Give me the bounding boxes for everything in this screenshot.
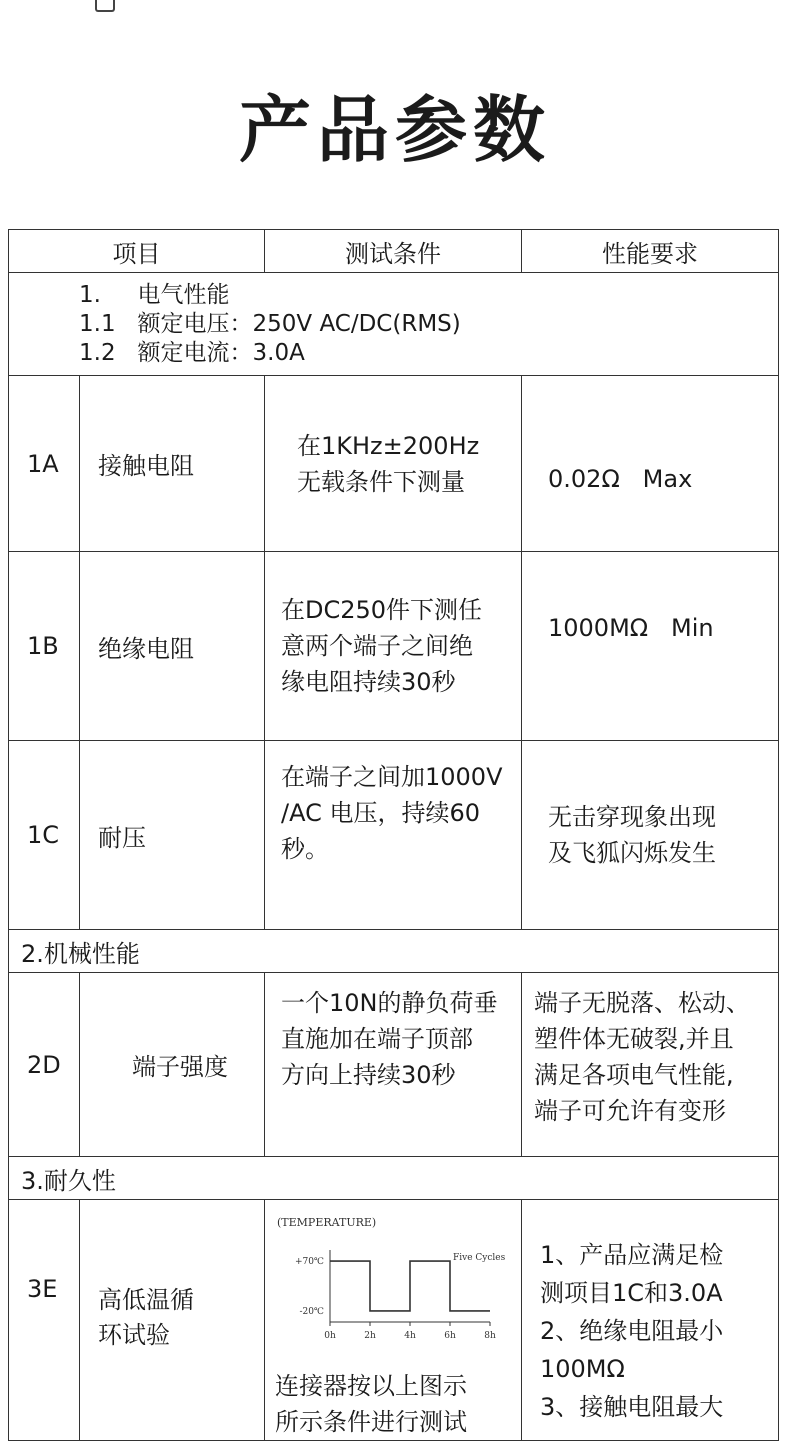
row-requirement [522,552,779,741]
section3-cell: 3.耐久性 [9,1157,779,1200]
section1-line-voltage: 1.1 额定电压：250V AC/DC(RMS) [79,310,461,337]
x-tick-label: 4h [404,1331,416,1341]
row-item: 接触电阻 [80,376,265,552]
row-condition [265,1200,522,1441]
row-requirement-text: 无击穿现象出现 及飞狐闪烁发生 [548,803,716,867]
x-tick-label: 8h [484,1331,496,1341]
row-requirement [522,741,779,930]
table-row [9,552,779,741]
row-requirement-text: 端子无脱落、松动、 塑件体无破裂,并且 满足各项电气性能, 端子可允许有变形 [534,989,750,1125]
x-tick-label: 0h [324,1331,336,1341]
row-condition-text: 一个10N的静负荷垂 直施加在端子顶部 方向上持续30秒 [281,989,498,1089]
row-item [80,1200,265,1441]
temperature-series-line [330,1261,490,1311]
row-condition [265,552,522,741]
y-tick-label: -20℃ [299,1306,324,1317]
header-requirement: 性能要求 [522,230,779,273]
section2-row [9,930,779,973]
spec-table [8,229,779,1441]
table-row [9,1200,779,1441]
row-condition-text: 在DC250件下测任 意两个端子之间绝 缘电阻持续30秒 [281,596,483,696]
row-item-text: 高低温循 环试验 [98,1286,194,1349]
header-row [9,230,779,273]
page-title: 产品参数 [238,88,551,172]
row-requirement [522,973,779,1157]
row-code: 1C [9,741,80,930]
temperature-chart-svg [275,1210,515,1350]
row-item: 耐压 [80,741,265,930]
section1-row [9,273,779,376]
row-condition-text: 连接器按以上图示 所示条件进行测试 [275,1372,467,1436]
row-requirement [522,376,779,552]
section1-cell [9,273,779,376]
row-code: 2D [9,973,80,1157]
y-tick-label: +70℃ [294,1257,324,1268]
section1-line-current: 1.2 额定电流：3.0A [79,339,305,366]
row-condition-text: 在1KHz±200Hz 无载条件下测量 [297,431,480,496]
row-condition [265,973,522,1157]
header-item: 项目 [9,230,265,273]
row-code: 3E [9,1200,80,1441]
top-fragment-icon [95,0,115,12]
row-condition-text: 在端子之间加1000V /AC 电压，持续60 秒。 [281,763,503,863]
row-condition [265,376,522,552]
header-condition: 测试条件 [265,230,522,273]
row-requirement-text: 0.02Ω Max [548,464,693,493]
table-row [9,376,779,552]
chart-title: (TEMPERATURE) [277,1216,377,1229]
section1-line-electrical: 1. 电气性能 [79,281,230,308]
section3-row [9,1157,779,1200]
row-condition [265,741,522,930]
x-tick-label: 2h [364,1331,376,1341]
row-code: 1B [9,552,80,741]
row-item: 绝缘电阻 [80,552,265,741]
row-requirement-text: 1、产品应满足检 测项目1C和3.0A 2、绝缘电阻最小 100MΩ 3、接触电阻最大 [540,1241,724,1421]
section2-cell: 2.机械性能 [9,930,779,973]
table-row [9,741,779,930]
row-code: 1A [9,376,80,552]
row-requirement [522,1200,779,1441]
x-tick-label: 6h [444,1331,456,1341]
chart-annotation: Five Cycles [453,1253,506,1263]
row-item: 端子强度 [80,973,265,1157]
row-requirement-text: 1000MΩ Min [548,614,714,642]
temperature-chart [275,1210,521,1356]
table-row [9,973,779,1157]
